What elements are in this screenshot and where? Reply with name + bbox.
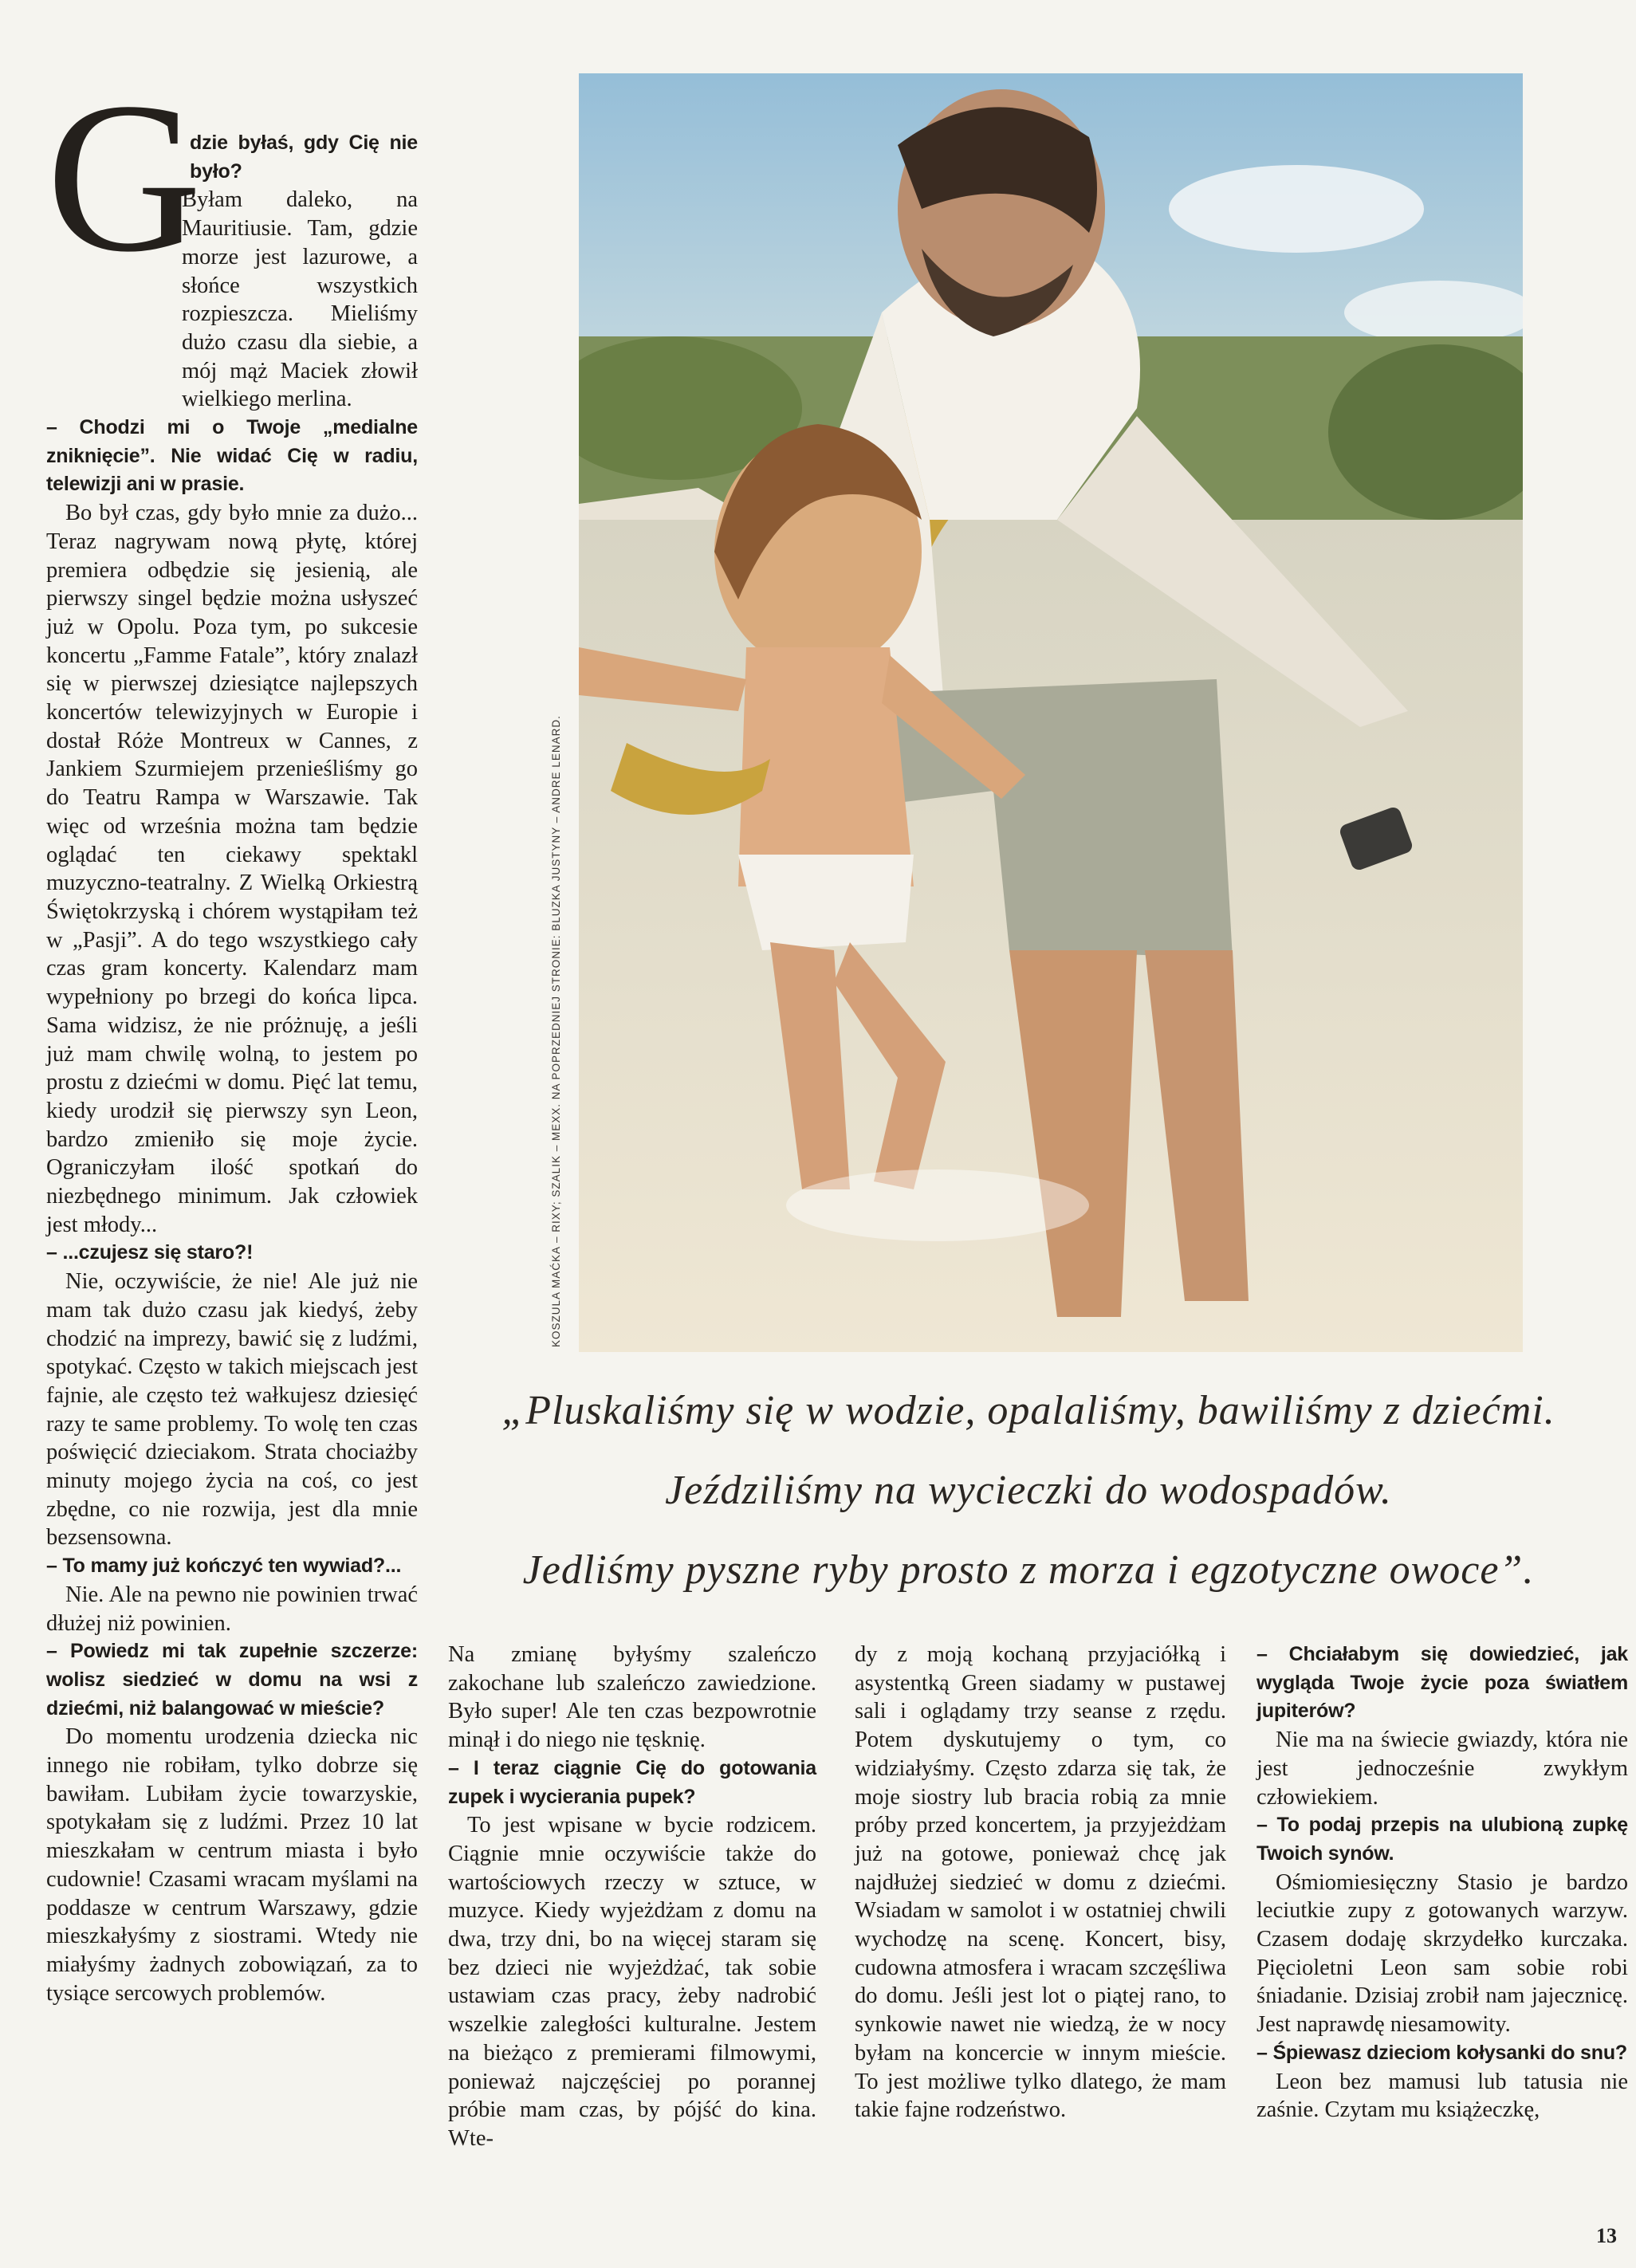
drop-cap: G [46, 58, 202, 297]
question: – Śpiewasz dzieciom kołysanki do snu? [1256, 2041, 1627, 2064]
answer: Do momentu urodzenia dziecka nic innego nie robiłam, tylko dobrze się bawiłam. Lubiłam życie towarzyskie, spotykałam się z ludźmi. Przez 10 lat mieszkałam w centrum miasta i było cudownie! Czasami wracam myślami na poddasze w centrum Warszawy, gdzie mieszkałyśmy z siostrami. Wtedy nie miałyśmy żadnych zobowiązań, za to tysiące sercowych problemów. [46, 1724, 418, 2006]
answer: Leon bez mamusi lub tatusia nie zaśnie. Czytam mu książeczkę, [1256, 2069, 1628, 2123]
pull-quote-line: Jeździliśmy na wycieczki do wodospadów. [665, 1468, 1392, 1513]
article-column-2 [448, 1641, 816, 2153]
beach-photo [579, 73, 1523, 1352]
answer: Nie. Ale na pewno nie powinien trwać dłużej niż powinien. [46, 1582, 418, 1636]
question: – ...czujesz się staro?! [46, 1241, 254, 1264]
question: – To mamy już kończyć ten wywiad?... [46, 1555, 402, 1578]
answer: Byłam daleko, na Mauritiusie. Tam, gdzie morze jest lazurowe, a słońce wszystkich rozpieszcza. Mieliśmy dużo czasu dla siebie, a mój mąż Maciek złowił wielkiego merlina. [182, 187, 418, 412]
answer: To jest wpisane w bycie rodzicem. Ciągnie mnie oczywiście także do wartościowych rzeczy w sztuce, w muzyce. Kiedy wyjeżdżam z domu na dwa, trzy dni, bo na więcej staram się bez dzieci nie wyjeżdżać, tak sobie ustawiam czas pracy, żeby nadrobić wszelkie zaległości kulturalne. Jestem na bieżąco z premierami filmowymi, ponieważ najczęściej po porannej próbie mam czas, by pójść do kina. Wte- [448, 1813, 816, 2151]
answer-continued: Na zmianę byłyśmy szaleńczo zakochane lub szaleńczo zawiedzione. Było super! Ale ten czas bezpowrotnie minął i do niego nie tęsknię. [448, 1642, 816, 1753]
answer: Nie, oczywiście, że nie! Ale już nie mam tak dużo czasu jak kiedyś, żeby chodzić na imprezy, bawić się z ludźmi, spotykać. Często w takich miejscach jest fajnie, ale często też wałkujesz dziesięć razy te same problemy. To wolę ten czas poświęcić dzieciakom. Strata chociażby minuty mojego życia na coś, co jest zbędne, co nie rozwija, jest dla mnie bezsensowna. [46, 1269, 418, 1551]
question: – Chciałabym się dowiedzieć, jak wygląda Twoje życie poza światłem jupiterów? [1256, 1643, 1628, 1723]
article-column-3 [855, 1641, 1226, 2125]
question: – Chodzi mi o Twoje „medialne zniknięcie”. Nie widać Cię w radiu, telewizji ani w prasie. [46, 416, 418, 496]
pull-quote-line: Jedliśmy pyszne ryby prosto z morza i egzotyczne owoce”. [522, 1547, 1535, 1593]
question: dzie byłaś, gdy Cię nie było? [190, 132, 418, 183]
answer: Ośmiomiesięczny Stasio je bardzo leciutkie zupy z gotowanych warzyw. Czasem dodaję skrzydełko kurczaka. Pięcioletni Leon sam sobie robi śniadanie. Dzisiaj zrobił nam jajecznicę. Jest naprawdę niesamowity. [1256, 1869, 1628, 2038]
article-column-4 [1256, 1641, 1628, 2125]
photo-illustration [579, 73, 1523, 1352]
question: – I teraz ciągnie Cię do gotowania zupek i wycierania pupek? [448, 1756, 816, 1808]
answer-continued: dy z moją kochaną przyjaciółką i asystentką Green siadamy w pustawej sali i oglądamy trzy seanse z rzędu. Potem dyskutujemy o tym, co widziałyśmy. Często zdarza się tak, że moje siostry lub bracia robią za mnie próby przed koncertem, ja przyjeżdżam już na gotowe, ponieważ chcę jak najdłużej siedzieć w domu z dziećmi. Wsiadam w samolot i w ostatniej chwili wychodzę na scenę. Koncert, bisy, cudowna atmosfera i wracam szczęśliwa do domu. Jeśli jest lot o piątej rano, to synkowie nawet nie wiedzą, że w nocy byłam na koncercie w innym mieście. To jest możliwe tylko dlatego, że mam takie fajne rodzeństwo. [855, 1642, 1226, 2123]
question: – Powiedz mi tak zupełnie szczerze: wolisz siedzieć w domu na wsi z dziećmi, niż balangować w mieście? [46, 1640, 418, 1720]
article-column-1 [46, 129, 418, 2007]
pull-quote-line: „Pluskaliśmy się w wodzie, opalaliśmy, bawiliśmy z dziećmi. [501, 1388, 1555, 1433]
pull-quote [446, 1371, 1610, 1610]
photo-credit: KOSZULA MAĆKA – RIXY; SZALIK – MEXX. NA POPRZEDNIEJ STRONIE: BLUZKA JUSTYNY – ANDRE LENARD. [550, 715, 562, 1347]
answer: Bo był czas, gdy było mnie za dużo... Teraz nagrywam nową płytę, której premiera odbędzie się jesienią, ale pierwszy singel będzie można usłyszeć już w Opolu. Poza tym, po sukcesie koncertu „Famme Fatale”, który znalazł się w pierwszej dziesiątce najlepszych koncertów telewizyjnych w Europie i dostał Róże Montreux w Cannes, z Jankiem Szurmiejem przenieśliśmy go do Teatru Rampa w Warszawie. Tak więc od września można tam będzie oglądać ten ciekawy spektakl muzyczno-teatralny. Z Wielką Orkiestrą Świętokrzyską i chórem wystąpiłam też w „Pasji”. A do tego wszystkiego cały czas gram koncerty. Kalendarz mam wypełniony po brzegi do końca lipca. Sama widzisz, że nie próżnuję, a jeśli już mam chwilę wolną, to jestem po prostu z dziećmi w domu. Pięć lat temu, kiedy urodził się pierwszy syn Leon, bardzo zmieniło się moje życie. Ograniczyłam ilość spotkań do niezbędnego minimum. Jak człowiek jest młody... [46, 501, 418, 1237]
question: – To podaj przepis na ulubioną zupkę Twoich synów. [1256, 1814, 1628, 1865]
answer: Nie ma na świecie gwiazdy, która nie jest jednocześnie zwykłym człowiekiem. [1256, 1728, 1628, 1810]
page-number: 13 [1596, 2224, 1617, 2247]
